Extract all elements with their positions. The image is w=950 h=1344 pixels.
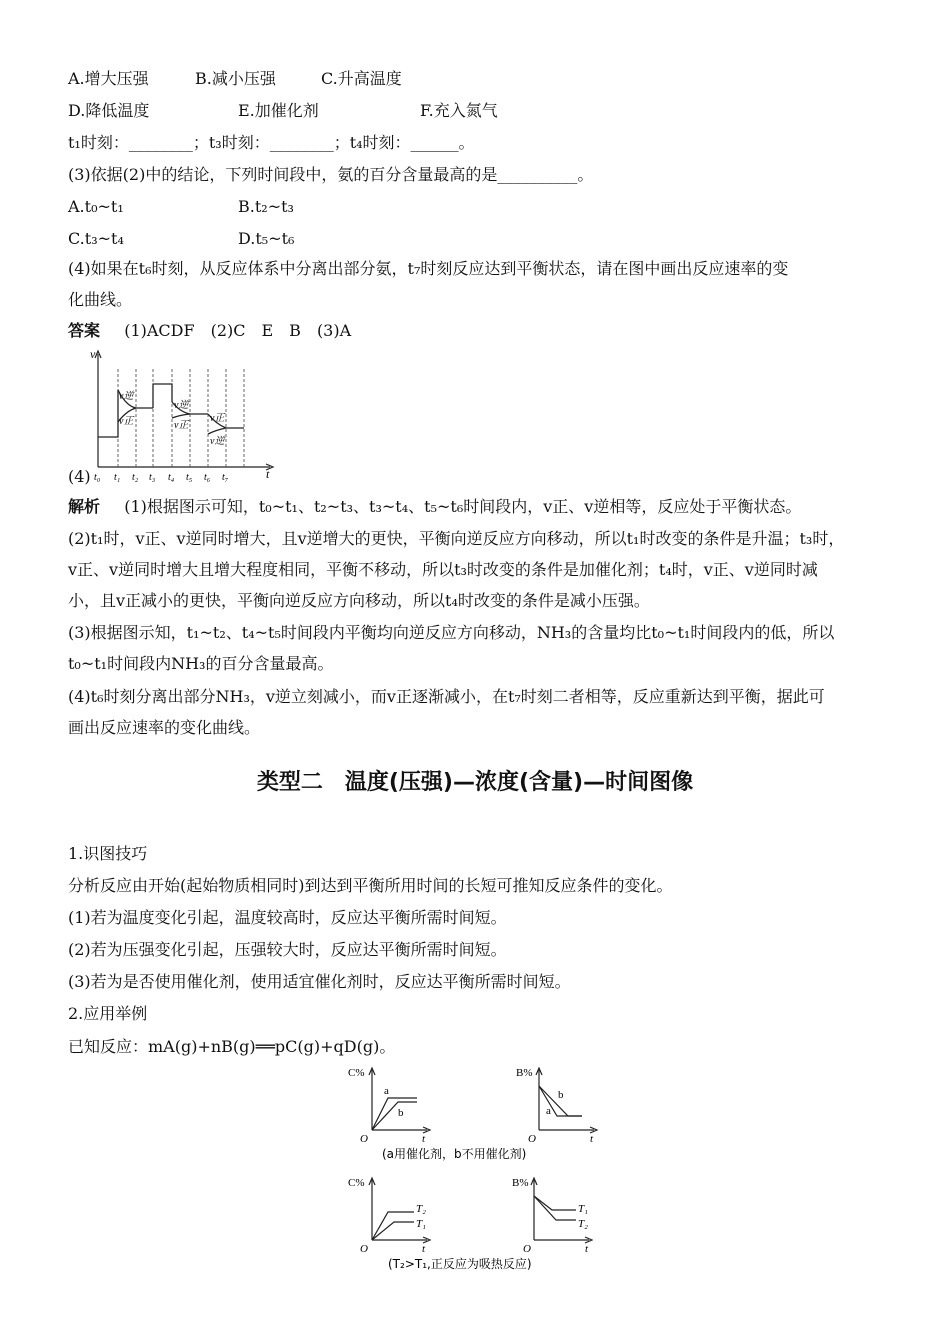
label-v-forward-3: v正 <box>210 413 225 424</box>
analysis-p2-line2: v正、v逆同时增大且增大程度相同，平衡不移动，所以t₃时改变的条件是加催化剂；t₄时，v正、v逆同时减 <box>68 560 818 579</box>
fig2-left-x-label: t <box>422 1243 426 1255</box>
fig2-right-origin: O <box>523 1243 531 1255</box>
analysis-p4-line1: (4)t₆时刻分离出部分NH₃，v逆立刻减小，而v正逐渐减小，在t₇时刻二者相等，反应重新达到平衡，据此可 <box>68 687 825 706</box>
fig2-right-curve-t2 <box>534 1196 576 1220</box>
curve-v-forward-2 <box>172 414 190 418</box>
tick-t1: t₁ <box>114 472 121 483</box>
q3-option-d: D.t₅~t₆ <box>238 229 295 248</box>
fig1-right-y-label: B% <box>516 1067 533 1079</box>
tick-t2: t₂ <box>132 472 139 483</box>
option-c: C.升高温度 <box>321 69 402 88</box>
fig2-curve-t2 <box>372 1212 414 1240</box>
s2-title: 2.应用举例 <box>68 1004 148 1023</box>
label-v-reverse-3: v逆 <box>210 436 225 447</box>
option-f: F.充入氮气 <box>420 101 498 120</box>
fig1-left-label-b: b <box>398 1107 404 1119</box>
s1-title: 1.识图技巧 <box>68 844 148 863</box>
y-axis-label: v <box>90 347 96 361</box>
fig2-right-label-t1: T₁ <box>578 1203 588 1215</box>
analysis-label: 解析 <box>68 497 101 516</box>
fig2-right-label-t2: T₂ <box>578 1218 588 1230</box>
fig1-right-label-a: a <box>546 1105 551 1117</box>
fig2-right-x-label: t <box>585 1243 589 1255</box>
fig1-left-x-label: t <box>422 1133 426 1145</box>
q4-prompt-line2: 化曲线。 <box>68 290 133 309</box>
s1-item-2: (2)若为压强变化引起，压强较大时，反应达平衡所需时间短。 <box>68 940 507 959</box>
fig1-caption: (a用催化剂，b不用催化剂) <box>382 1147 527 1161</box>
tick-t7: t₇ <box>222 472 229 483</box>
fig1-left-label-a: a <box>384 1085 389 1097</box>
analysis-p3-line1: (3)根据图示知，t₁~t₂、t₄~t₅时间段内平衡均向逆反应方向移动，NH₃的含量均比t₀~t₁时间段内的低，所以 <box>68 623 835 642</box>
option-b: B.减小压强 <box>195 69 276 88</box>
analysis-p1 <box>68 496 801 518</box>
curve-v-reverse-3 <box>208 428 226 434</box>
answer-line <box>68 320 351 342</box>
rate-time-chart <box>88 344 288 484</box>
answer-text: (1)ACDF (2)C E B (3)A <box>124 321 352 340</box>
option-e: E.加催化剂 <box>238 101 319 120</box>
fig1-right-origin: O <box>528 1133 536 1145</box>
fig1-right-x-label: t <box>590 1133 594 1145</box>
tick-t0: t₀ <box>94 472 101 483</box>
fig2-left-y-label: C% <box>348 1177 365 1189</box>
answer-part4-label: (4) <box>68 467 91 486</box>
fig1-curve-a <box>372 1098 417 1130</box>
q3-prompt: (3)依据(2)中的结论，下列时间段中，氨的百分含量最高的是__________。 <box>68 165 594 184</box>
answer-label: 答案 <box>68 321 101 340</box>
tick-t3: t₃ <box>149 472 156 483</box>
label-v-forward-2: v正 <box>174 420 189 431</box>
initial-rate <box>98 390 118 437</box>
analysis-p4-line2: 画出反应速率的变化曲线。 <box>68 718 261 737</box>
analysis-p2-line1: (2)t₁时，v正、v逆同时增大，且v逆增大的更快，平衡向逆反应方向移动，所以t₁时改变的条件是升温；t₃时， <box>68 529 845 548</box>
figure-temperature <box>342 1174 612 1274</box>
tick-t4: t₄ <box>168 472 175 483</box>
s1-item-1: (1)若为温度变化引起，温度较高时，反应达平衡所需时间短。 <box>68 908 507 927</box>
fig2-left-label-t2: T₂ <box>416 1203 426 1215</box>
reaction-equation: 已知反应：mA(g)+nB(g)══pC(g)+qD(g)。 <box>68 1037 396 1056</box>
fig2-curve-t1 <box>372 1222 414 1240</box>
analysis-p1-text: (1)根据图示可知，t₀~t₁、t₂~t₃、t₃~t₄、t₅~t₆时间段内，v正、v逆相等，反应处于平衡状态。 <box>124 497 802 516</box>
figure-catalyst <box>342 1064 612 1164</box>
fig2-caption: (T₂>T₁,正反应为吸热反应) <box>388 1257 532 1271</box>
s1-intro: 分析反应由开始(起始物质相同时)到达到平衡所用时间的长短可推知反应条件的变化。 <box>68 876 673 895</box>
s1-item-3: (3)若为是否使用催化剂，使用适宜催化剂时，反应达平衡所需时间短。 <box>68 972 571 991</box>
option-a: A.增大压强 <box>68 69 149 88</box>
fig1-left-y-label: C% <box>348 1067 365 1079</box>
analysis-p2-line3: 小，且v正减小的更快，平衡向逆反应方向移动，所以t₄时改变的条件是减小压强。 <box>68 591 650 610</box>
label-v-forward-1: v正 <box>119 416 134 427</box>
q3-option-a: A.t₀~t₁ <box>68 197 124 216</box>
x-axis-label: t <box>266 467 270 481</box>
fig2-left-origin: O <box>360 1243 368 1255</box>
tick-t5: t₅ <box>186 472 193 483</box>
catalyst-rate <box>153 384 172 408</box>
q2-blanks: t₁时刻：________；t₃时刻：________；t₄时刻：______。 <box>68 133 475 152</box>
label-v-reverse-1: v逆 <box>119 391 134 402</box>
fig1-right-label-b: b <box>558 1089 564 1101</box>
option-d: D.降低温度 <box>68 101 150 120</box>
fig2-left-label-t1: T₁ <box>416 1218 426 1230</box>
section-title: 类型二 温度(压强)—浓度(含量)—时间图像 <box>256 770 694 795</box>
analysis-p3-line2: t₀~t₁时间段内NH₃的百分含量最高。 <box>68 654 334 673</box>
q3-option-b: B.t₂~t₃ <box>238 197 294 216</box>
label-v-reverse-2: v逆 <box>174 400 189 411</box>
fig1-left-origin: O <box>360 1133 368 1145</box>
q3-option-c: C.t₃~t₄ <box>68 229 124 248</box>
fig2-right-y-label: B% <box>512 1177 529 1189</box>
tick-t6: t₆ <box>204 472 211 483</box>
q4-prompt-line1: (4)如果在t₆时刻，从反应体系中分离出部分氨，t₇时刻反应达到平衡状态，请在图中画出反应速率的变 <box>68 259 789 278</box>
